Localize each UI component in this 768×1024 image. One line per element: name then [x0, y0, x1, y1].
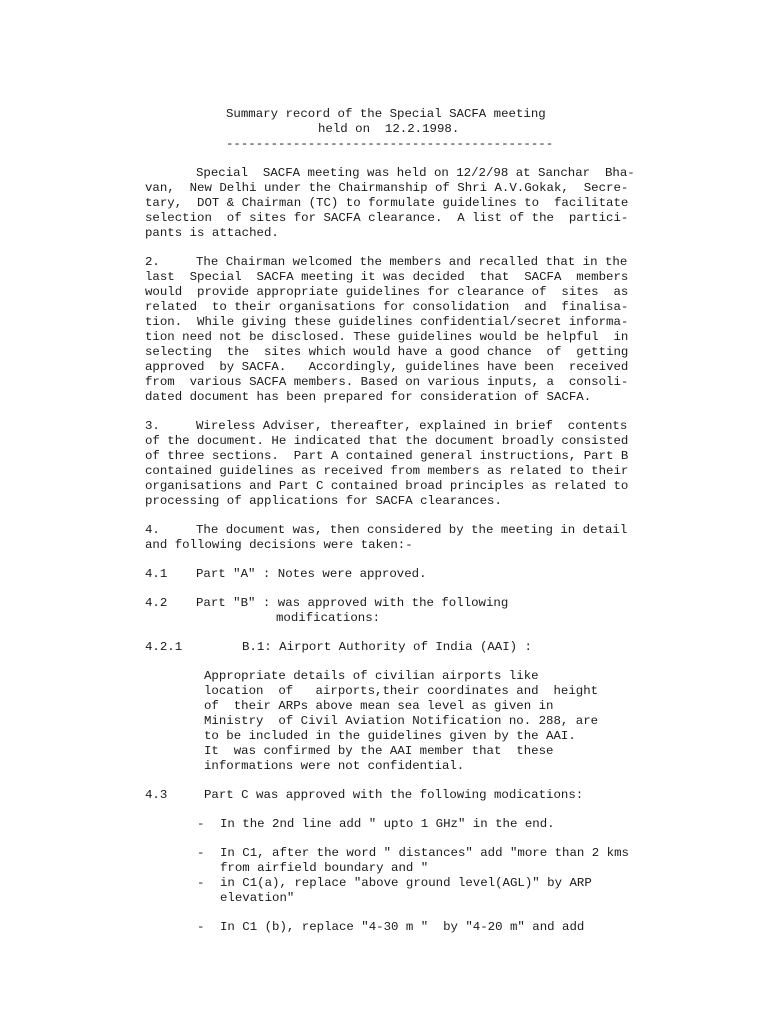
section-4-2-number: 4.2 [145, 596, 168, 610]
bullet-dash: - [197, 846, 205, 860]
section-4-2-1-number: 4.2.1 [145, 640, 183, 654]
para2-line: The Chairman welcomed the members and recalled that in the [196, 255, 628, 269]
para4-line: The document was, then considered by the meeting in detail [196, 523, 628, 537]
para4-number: 4. [145, 523, 160, 537]
section-4-3-text: Part C was approved with the following modications: [204, 788, 584, 802]
para2-line: would provide appropriate guidelines for clearance of sites as [145, 285, 629, 299]
bullet-item: In the 2nd line add " upto 1 GHz" in the end. [220, 817, 555, 831]
para2-line: tion. While giving these guidelines confidential/secret informa- [145, 315, 629, 329]
bullet-dash: - [197, 920, 205, 934]
para3-line: processing of applications for SACFA clearances. [145, 494, 502, 508]
section-4-3-number: 4.3 [145, 788, 168, 802]
para2-line: from various SACFA members. Based on various inputs, a consoli- [145, 375, 629, 389]
para1-line: van, New Delhi under the Chairmanship of Shri A.V.Gokak, Secre- [145, 181, 629, 195]
para1-line: pants is attached. [145, 226, 279, 240]
section-4-2-1-body: to be included in the guidelines given by the AAI. [204, 729, 576, 743]
section-4-2-1-body: Ministry of Civil Aviation Notification no. 288, are [204, 714, 599, 728]
section-4-2-1-body: of their ARPs above mean sea level as given in [204, 699, 554, 713]
para2-line: related to their organisations for consolidation and finalisa- [145, 300, 629, 314]
section-4-1-number: 4.1 [145, 567, 168, 581]
title-underline: -------------------------------------------- [226, 137, 554, 151]
para3-number: 3. [145, 419, 160, 433]
section-4-2-1-body: location of airports,their coordinates and height [204, 684, 599, 698]
para2-line: selecting the sites which would have a good chance of getting [145, 345, 629, 359]
para2-line: approved by SACFA. Accordingly, guidelines have been received [145, 360, 629, 374]
para3-line: contained guidelines as received from members as related to their [145, 464, 629, 478]
para4-line: and following decisions were taken:- [145, 538, 413, 552]
para2-line: last Special SACFA meeting it was decided that SACFA members [145, 270, 629, 284]
bullet-item: In C1, after the word " distances" add "more than 2 kms [220, 846, 629, 860]
bullet-item: in C1(a), replace "above ground level(AGL)" by ARP [220, 876, 592, 890]
bullet-dash: - [197, 876, 205, 890]
title-line-2: held on 12.2.1998. [318, 122, 460, 136]
bullet-item: In C1 (b), replace "4-30 m " by "4-20 m" and add [220, 920, 585, 934]
para1-line: selection of sites for SACFA clearance. A list of the partici- [145, 211, 629, 225]
section-4-2-text: modifications: [276, 611, 381, 625]
section-4-2-1-body: informations were not confidential. [204, 759, 465, 773]
para2-number: 2. [145, 255, 160, 269]
para3-line: Wireless Adviser, thereafter, explained in brief contents [196, 419, 628, 433]
section-4-2-1-body: It was confirmed by the AAI member that these [204, 744, 554, 758]
para1-line: tary, DOT & Chairman (TC) to formulate guidelines to facilitate [145, 196, 629, 210]
bullet-item: elevation" [220, 891, 295, 905]
section-4-1-text: Part "A" : Notes were approved. [196, 567, 427, 581]
para1-line: Special SACFA meeting was held on 12/2/98 at Sanchar Bha- [196, 166, 635, 180]
para3-line: of the document. He indicated that the document broadly consisted [145, 434, 629, 448]
para3-line: of three sections. Part A contained general instructions, Part B [145, 449, 629, 463]
para2-line: dated document has been prepared for consideration of SACFA. [145, 390, 592, 404]
para3-line: organisations and Part C contained broad principles as related to [145, 479, 629, 493]
section-4-2-text: Part "B" : was approved with the following [196, 596, 509, 610]
para2-line: tion need not be disclosed. These guidelines would be helpful in [145, 330, 629, 344]
title-line-1: Summary record of the Special SACFA meeting [226, 107, 546, 121]
bullet-item: from airfield boundary and " [220, 861, 429, 875]
section-4-2-1-body: Appropriate details of civilian airports like [204, 669, 539, 683]
section-4-2-1-heading: B.1: Airport Authority of India (AAI) : [242, 640, 532, 654]
bullet-dash: - [197, 817, 205, 831]
